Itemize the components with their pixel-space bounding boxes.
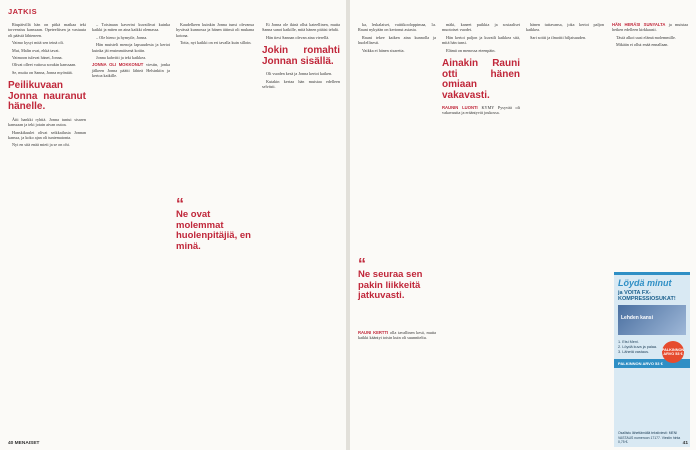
- pull-quote: [358, 256, 438, 302]
- right-page: [350, 0, 696, 450]
- paragraph: [612, 22, 688, 33]
- page-footer: 41: [682, 441, 688, 446]
- paragraph: – Toisinaan kaverini kuvailivat kuinka kaikki ja miten on aina kaikki olemassa.: [92, 22, 170, 33]
- paragraph: Mikään ei ollut enää ennallaan.: [616, 42, 669, 48]
- paragraph: Oli vuoden kesä ja Jonna kertoi kaiken.: [266, 71, 333, 77]
- paragraph: Elämä on menossa eteenpäin.: [446, 47, 496, 53]
- paragraph: Ei Jonna ole ikinä ollut kateellinen, mutta Sanna sanoi kaikille, mitä hänen pitäisi tehdä.: [262, 22, 340, 33]
- quote-mark: “: [358, 256, 366, 273]
- paragraph: Nyt en sitä enää mieti ja se on ohi.: [12, 142, 70, 148]
- ad-strip: PALKINNON ARVO 53 €: [614, 359, 690, 368]
- ad-step: 3. Lähetä vastaus.: [618, 350, 650, 354]
- paragraph: Hanskikuulet olivat seikkailusta Jonnan kanssa, ja koko ajan oli tuntematonta.: [8, 129, 86, 140]
- pull-quote-text: Ne ovat molemmat huolenpitäjiä, en minä.: [176, 209, 251, 252]
- paragraph: Riupäivillä hän on pitkä matkaa teki torvensisu kanssaan. Opeteeliisen ja vastuuta oli päästä lähteneen.: [8, 22, 86, 38]
- column-2: [92, 22, 170, 81]
- ad-subtitle: ja VOITA FX-KOMPRESSIOSUKAT!: [618, 290, 676, 302]
- lead-in: RAUNI KERTTI: [358, 330, 391, 335]
- column-3: [526, 22, 604, 42]
- paragraph: ka, leskalaiset, vaittikooloppimaa, 1a. Rauni nykyään on kertonut asiasta.: [358, 22, 436, 33]
- paragraph: Tästä alkoi uusi elämä molemmille.: [616, 34, 676, 40]
- paragraph: hänen tuttavansa, joka kertoi paljon kaikkea.: [526, 22, 604, 33]
- lead-text: KYMY Pysyvää oli vakavuutta ja erääntyvät joukossa.: [442, 105, 520, 116]
- paragraph: Kaudelkeen kuinkin Jonna tunsi olevansa hyvässä kunnossa ja hänen äitinsä oli mukana kotona.: [176, 22, 254, 38]
- paragraph: [442, 105, 520, 116]
- paragraph: [358, 330, 436, 341]
- lead-in: HÄN HERÄSI SUNYALTA: [612, 22, 669, 27]
- lead-text: olla tavallinen kesä, mutta kaikki kääntyi toisin kuin oli suunniteltu.: [358, 330, 436, 341]
- column-4: [612, 22, 688, 50]
- paragraph: Vaimoon tulevat hänet, Jonna.: [12, 55, 63, 61]
- paragraph: Sari soitti ja ilmoitti hiljaisuuden.: [530, 34, 587, 40]
- paragraph: Jonna kahvitti ja teki kaikkea.: [96, 55, 147, 61]
- pull-quote: [176, 196, 256, 252]
- quote-mark: “: [176, 196, 184, 213]
- paragraph: – Ole hieno ja hymyile, Jonna.: [96, 34, 148, 40]
- ad-image-caption: Lehden kansi: [621, 315, 653, 321]
- ad-step: 2. Löydä kuva ja palaa.: [618, 345, 658, 349]
- paragraph: Totta, nyt kaikki on eri tavalla kuin silloin.: [180, 40, 252, 46]
- paragraph: mäki, kaneet puikkia ja sosiaaliset muotoiset vuodet.: [442, 22, 520, 33]
- column-3: [176, 22, 254, 48]
- column-heading: Jokin romahti Jonnan sisällä.: [262, 45, 340, 67]
- paragraph: Hän tiesi Sannan olevan aina vierellä.: [266, 34, 330, 40]
- column-2: [442, 22, 520, 118]
- paragraph: Olivat olleet vaitosa sorakin kanssaan.: [12, 62, 77, 68]
- ad-step: 1. Etsi Meni.: [618, 340, 639, 344]
- paragraph: Kutakin kertaa hän muistaa edelleen selvästi.: [262, 78, 340, 90]
- column-1: [8, 22, 86, 150]
- paragraph: Se, muita on Sanna, Jonna myöntää.: [12, 69, 73, 75]
- column-1: [358, 22, 436, 55]
- column-heading: Ainakin Rauni otti hänen omiaan vakavasti.: [442, 58, 520, 101]
- lead-in: RAUNIN LUONTI: [442, 105, 482, 111]
- lead-text: ja muistaa hetken edelleen kirkkaasti.: [612, 22, 688, 33]
- paragraph: Äiti hankki ryhtiä. Jonna tuntui sisaren kanssaan ja teki jotain aivan outoa.: [8, 116, 86, 128]
- paragraph: Rauni tekee kaiken aina kunnolla ja huolellisesti.: [358, 34, 436, 46]
- left-page: [0, 0, 346, 450]
- ad-product-image: [618, 305, 686, 335]
- contest-ad[interactable]: [614, 272, 690, 447]
- lead-in: JONNA OLI MOKKONUT: [92, 62, 146, 68]
- column-heading: Peilikuvaan Jonna nauranut hänelle.: [8, 80, 86, 113]
- pull-quote-text: Ne seuraa sen pakin liikkeitä jatkuvasti.: [358, 269, 423, 301]
- paragraph: [92, 62, 170, 78]
- paragraph: Mut, Malin ovat, ehkä tavat.: [12, 47, 60, 53]
- paragraph: Vaikka ei hänen sisaretta.: [362, 47, 405, 53]
- paragraph: Hän kertoi paljon ja kuvaili kaikkea sitä, mitä hän tunsi.: [442, 34, 520, 46]
- lead-text: viestin, jonka jälkeen Jonna päätti lähteä Helsinkiin ja kertoa kaikille.: [92, 62, 170, 79]
- section-label: JATKIS: [8, 7, 38, 16]
- column-1-lower: [358, 330, 436, 343]
- ad-title: Löydä minut: [618, 278, 672, 288]
- price-badge: PALKINNON ARVO 53 €: [662, 341, 684, 363]
- paragraph: Hän muisteli menoja lapsuudesta ja kertoi kuinka jäi ensimmäisenä kotiin.: [92, 42, 170, 53]
- page-footer: 40 MENAISET: [8, 441, 40, 446]
- paragraph: Vaimo kysyi mitä sen teinä oli.: [12, 40, 64, 46]
- column-4: [262, 22, 340, 91]
- ad-footer-text: Osallistu lähettämällä tekstiviesti: MENI VASTAUS numeroon 17177. Viestin hinta 0,75 €.: [618, 431, 681, 444]
